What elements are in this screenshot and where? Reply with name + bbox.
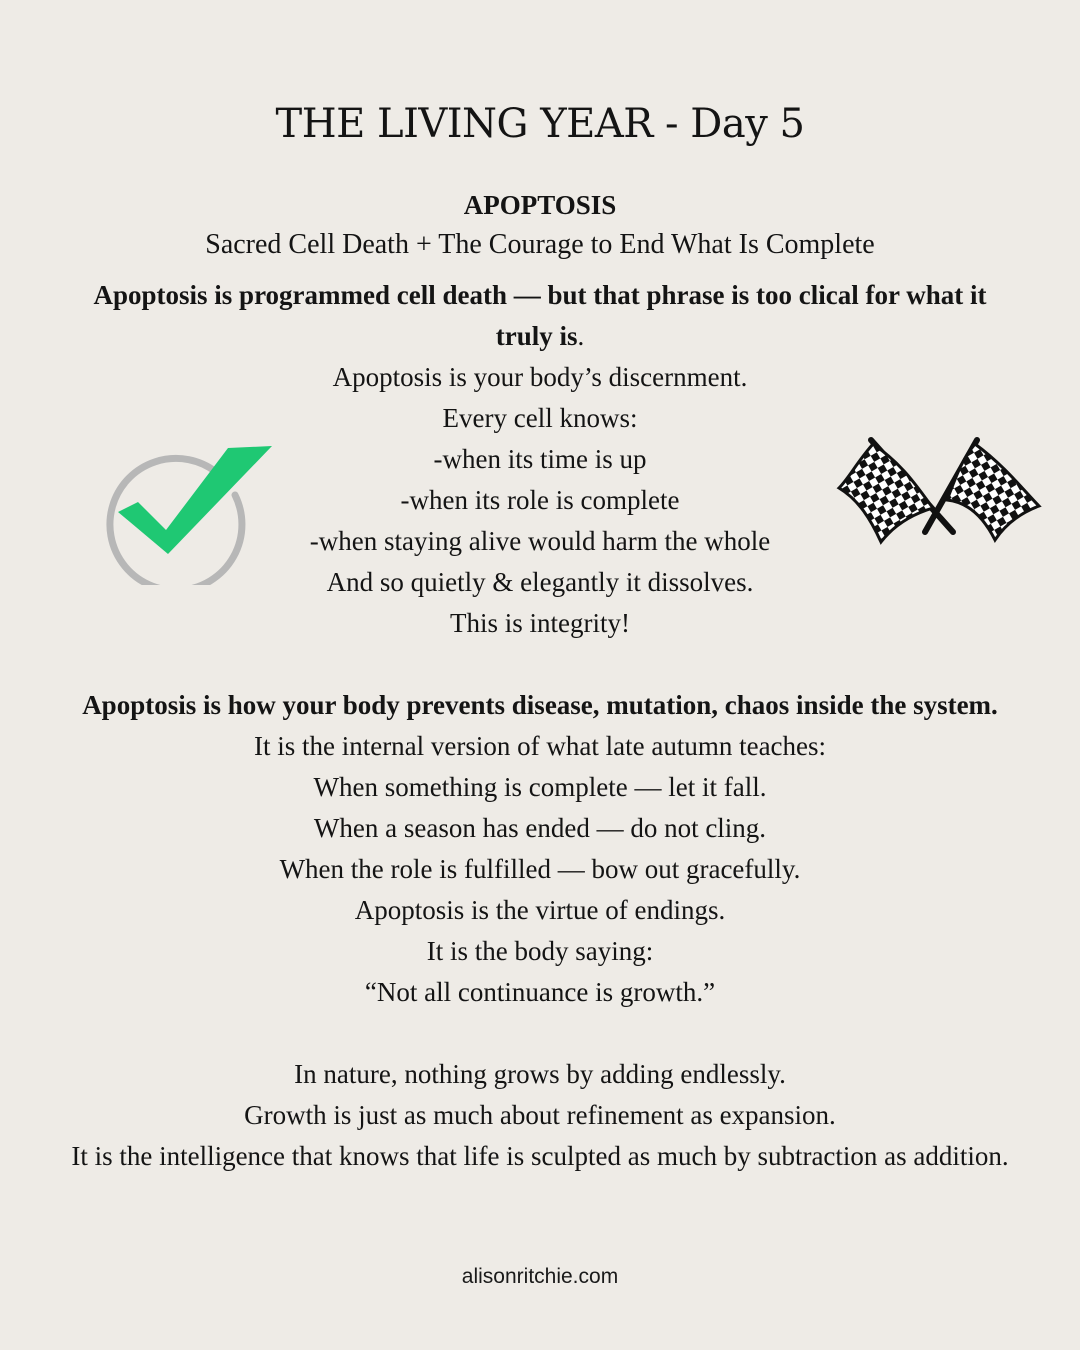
spacer [70, 644, 1010, 685]
text-line: When the role is fulfilled — bow out gracefully. [279, 854, 801, 884]
text-line: Apoptosis is the virtue of endings. [354, 895, 726, 925]
text-line: When something is complete — let it fall. [313, 772, 767, 802]
text-line: -when its role is complete [400, 485, 680, 515]
footer-url: alisonritchie.com [461, 1265, 619, 1288]
text-line: And so quietly & elegantly it dissolves. [326, 567, 754, 597]
intro-tail: . [577, 321, 585, 351]
body-content [70, 185, 1010, 1177]
text-line: -when its time is up [433, 444, 647, 474]
text-line: It is the body saying: [426, 936, 654, 966]
text-line: It is the intelligence that knows that life is sculpted as much by subtraction as addition. [71, 1141, 1009, 1171]
page-title: THE LIVING YEAR - Day 5 [275, 101, 805, 147]
section-heading: APOPTOSIS [463, 190, 617, 220]
bold-paragraph: Apoptosis is how your body prevents disease, mutation, chaos inside the system. [82, 690, 998, 720]
spacer [70, 1013, 1010, 1054]
text-line: Apoptosis is your body’s discernment. [332, 362, 748, 392]
checkered-flags-icon [835, 436, 1043, 546]
text-line: -when staying alive would harm the whole [309, 526, 771, 556]
intro-paragraph [70, 275, 1010, 357]
text-line: Growth is just as much about refinement as expansion. [244, 1100, 836, 1130]
text-line: Every cell knows: [442, 403, 638, 433]
checkmark-circle-icon [96, 440, 276, 585]
text-line: In nature, nothing grows by adding endlessly. [294, 1059, 786, 1089]
quote-line: “Not all continuance is growth.” [364, 977, 716, 1007]
section-subtitle: Sacred Cell Death + The Courage to End What Is Complete [205, 229, 875, 260]
text-line: When a season has ended — do not cling. [313, 813, 767, 843]
text-line: This is integrity! [450, 608, 630, 638]
intro-bold: Apoptosis is programmed cell death — but that phrase is too clical for what it truly is [93, 280, 987, 351]
text-line: It is the internal version of what late autumn teaches: [253, 731, 827, 761]
